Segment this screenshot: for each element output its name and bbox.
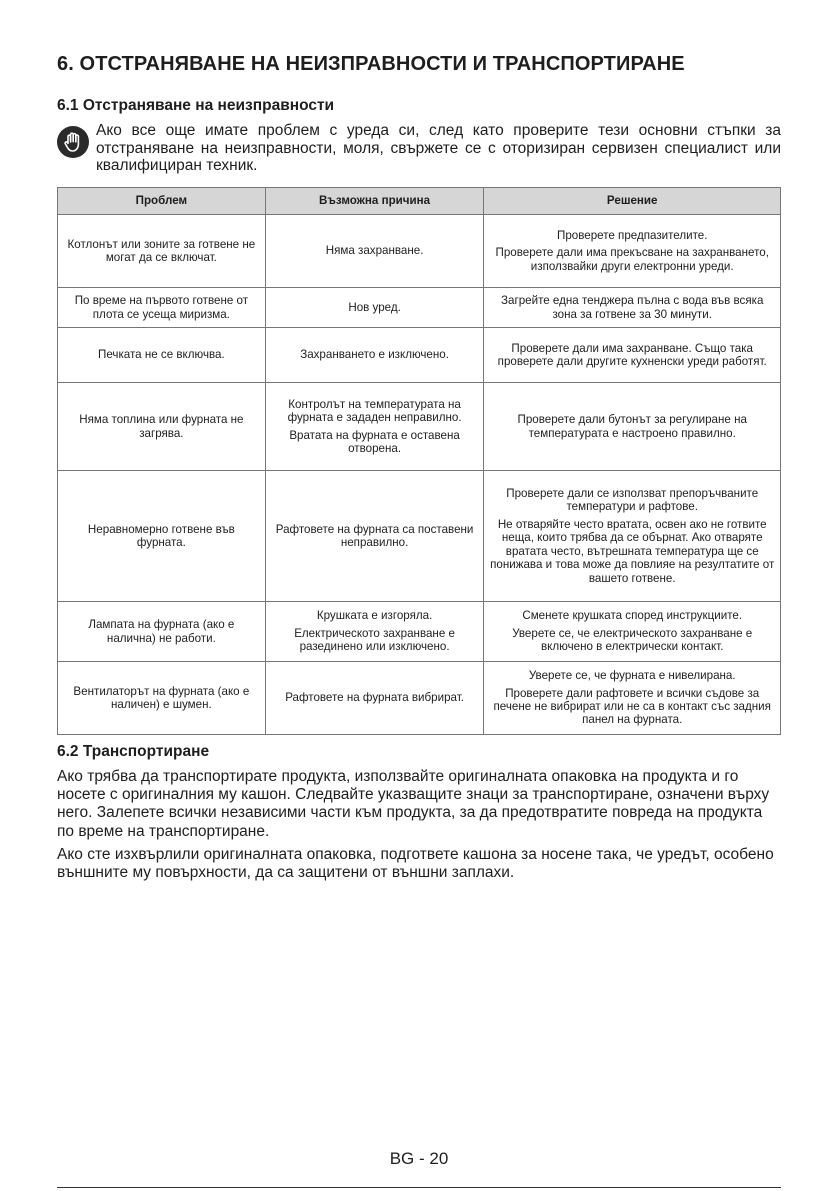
cause-cell xyxy=(265,328,484,383)
solution-cell xyxy=(484,662,781,735)
solution-cell xyxy=(484,328,781,383)
cause-text: Захранването е изключено. xyxy=(300,348,449,362)
table-row xyxy=(58,215,781,288)
table-row xyxy=(58,662,781,735)
footer-divider xyxy=(57,1187,781,1188)
solution-text: Уверете се, че фурната е нивелирана. xyxy=(528,669,736,683)
warning-note xyxy=(57,122,781,175)
cause-text: Нов уред. xyxy=(348,300,401,314)
column-header-solution: Решение xyxy=(484,188,781,215)
solution-text: Уверете се, че електрическото захранване е включено в електрически контакт. xyxy=(512,626,753,654)
transport-paragraph: Ако трябва да транспортирате продукта, използвайте оригиналната опаковка на продукта и го носете с оригиналния му кашон. Следвайте указващите знаци за транспортиране, означени върху него. Залепете всички независими части към продукта, за да предотвратите повреда на продукта по време на транспортиране. xyxy=(57,768,770,840)
transport-text xyxy=(57,768,781,882)
table-row xyxy=(58,288,781,328)
cause-cell xyxy=(265,383,484,471)
cause-cell xyxy=(265,662,484,735)
solution-text: Проверете дали има прекъсване на захранването, използвайки други електронни уреди. xyxy=(495,246,769,273)
page-number: BG - 20 xyxy=(389,1149,449,1168)
problem-cell: Неравномерно готвене във фурната. xyxy=(58,471,266,602)
transport-paragraph: Ако сте изхвърлили оригиналната опаковка, подгответе кашона за носене така, че уредът, особено външните му повърхности, да са защитени от външни заплахи. xyxy=(57,845,774,882)
table-row xyxy=(58,328,781,383)
cause-text: Няма захранване. xyxy=(325,244,424,258)
cause-text: Рафтовете на фурната са поставени неправилно. xyxy=(275,522,474,549)
cause-cell xyxy=(265,602,484,662)
table-row xyxy=(58,383,781,471)
solution-text: Не отваряйте често вратата, освен ако не готвите неща, които трябва да се обърнат. Ако отваряте вратата често, вътрешната температура ще се понижава и това може да повлияе на резултатите от вашето готвене. xyxy=(490,517,775,585)
column-header-cause: Възможна причина xyxy=(265,188,484,215)
troubleshooting-table xyxy=(57,187,781,735)
table-header-row xyxy=(58,188,781,215)
cause-text: Вратата на фурната е оставена отворена. xyxy=(289,428,460,455)
solution-cell xyxy=(484,602,781,662)
problem-cell: Няма топлина или фурната не загрява. xyxy=(58,383,266,471)
problem-cell: Котлонът или зоните за готвене не могат да се включат. xyxy=(58,215,266,288)
solution-text: Загрейте една тенджера пълна с вода във всяка зона за готвене за 30 минути. xyxy=(501,294,764,321)
cause-text: Рафтовете на фурната вибрират. xyxy=(285,691,464,705)
transport-heading: 6.2 Транспортиране xyxy=(57,743,210,760)
cause-cell xyxy=(265,215,484,288)
solution-cell xyxy=(484,288,781,328)
solution-text: Сменете крушката според инструкциите. xyxy=(522,609,743,623)
stop-hand-icon xyxy=(57,126,89,158)
table-row xyxy=(58,471,781,602)
problem-cell: По време на първото готвене от плота се усеща миризма. xyxy=(58,288,266,328)
solution-text: Проверете предпазителите. xyxy=(556,228,708,242)
troubleshooting-heading: 6.1 Отстраняване на неизправности xyxy=(57,97,335,114)
column-header-problem: Проблем xyxy=(58,188,266,215)
table-row xyxy=(58,602,781,662)
problem-cell: Печката не се включва. xyxy=(58,328,266,383)
cause-text: Крушката е изгоряла. xyxy=(316,609,433,623)
problem-cell: Вентилаторът на фурната (ако е наличен) е шумен. xyxy=(58,662,266,735)
solution-cell xyxy=(484,215,781,288)
cause-text: Контролът на температурата на фурната е зададен неправилно. xyxy=(287,397,462,425)
cause-cell xyxy=(265,471,484,602)
solution-cell xyxy=(484,383,781,471)
warning-text: Ако все още имате проблем с уреда си, след като проверите тези основни стъпки за отстраняване на неизправности, моля, свържете се с оторизиран сервизен специалист или квалифициран техник. xyxy=(96,122,781,174)
solution-text: Проверете дали има захранване. Също така проверете дали другите кухненски уреди работят. xyxy=(497,341,767,368)
section-title: 6. ОТСТРАНЯВАНЕ НА НЕИЗПРАВНОСТИ И ТРАНСПОРТИРАНЕ xyxy=(57,53,685,75)
solution-cell xyxy=(484,471,781,602)
cause-text: Електрическото захранване е разединено или изключено. xyxy=(294,626,455,654)
solution-text: Проверете дали рафтовете и всички съдове за печене не вибрират или не са в контакт със задния панел на фурната. xyxy=(493,686,771,727)
solution-text: Проверете дали бутонът за регулиране на температурата е настроено правилно. xyxy=(517,413,747,440)
problem-cell: Лампата на фурната (ако е налична) не работи. xyxy=(58,602,266,662)
solution-text: Проверете дали се използват препоръчваните температури и рафтове. xyxy=(506,487,759,514)
cause-cell xyxy=(265,288,484,328)
